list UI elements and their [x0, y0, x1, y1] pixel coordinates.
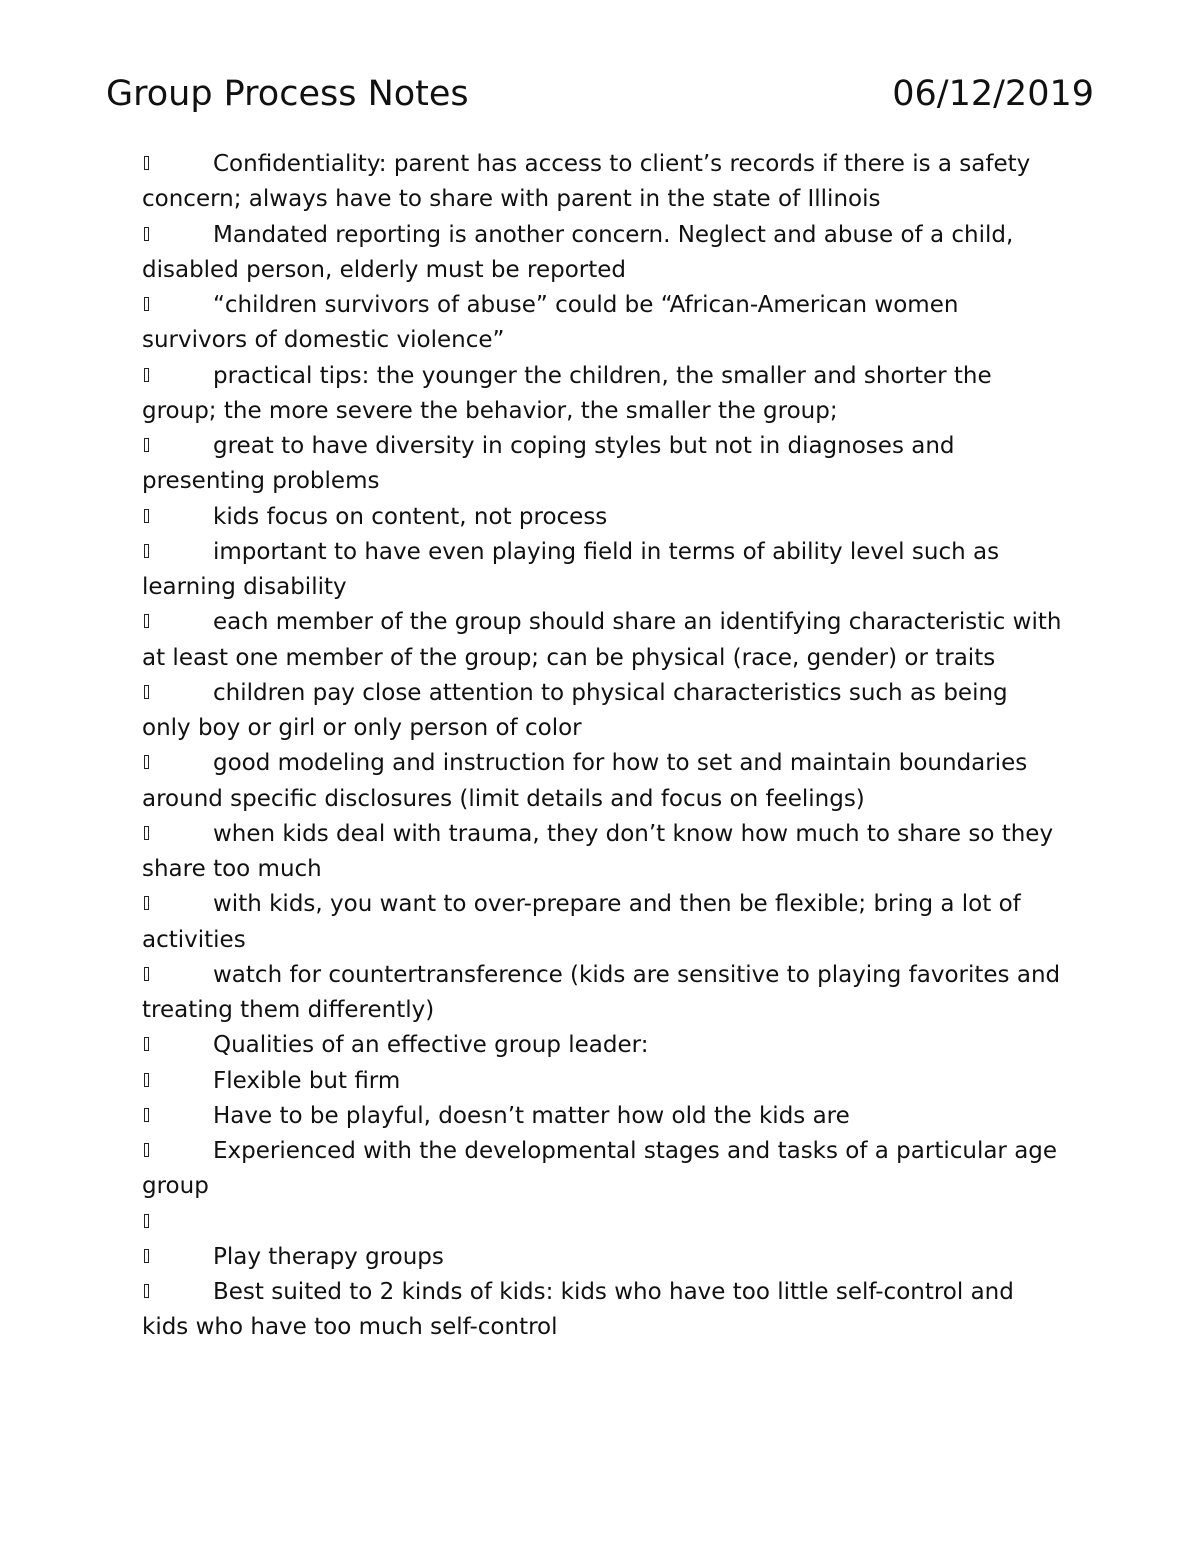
- missing-glyph-bullet-icon: [142, 746, 154, 781]
- note-item: [142, 1028, 1062, 1063]
- note-text: Confidentiality: parent has access to client’s records if there is a safety concern; always have to share with parent in the state of Illinois: [142, 151, 1031, 213]
- note-text: Have to be playful, doesn’t matter how old the kids are: [213, 1102, 850, 1129]
- note-text: each member of the group should share an identifying characteristic with at least one member of the group; can be physical (race, gender) or traits: [142, 609, 1062, 671]
- note-text: good modeling and instruction for how to set and maintain boundaries around specific disclosures (limit details and focus on feelings): [142, 750, 1028, 812]
- note-item: [142, 147, 1062, 218]
- note-text: Flexible but firm: [213, 1067, 401, 1094]
- missing-glyph-bullet-icon: [142, 817, 154, 852]
- note-text: children pay close attention to physical characteristics such as being only boy or girl or only person of color: [142, 679, 1008, 741]
- missing-glyph-bullet-icon: [142, 359, 154, 394]
- note-text: Best suited to 2 kinds of kids: kids who have too little self-control and kids who have too much self-control: [142, 1279, 1014, 1341]
- missing-glyph-bullet-icon: [142, 605, 154, 640]
- missing-glyph-bullet-icon: [142, 147, 154, 182]
- note-text: Experienced with the developmental stages and tasks of a particular age group: [142, 1138, 1058, 1200]
- note-item: [142, 1064, 1062, 1099]
- note-item: [142, 817, 1062, 888]
- note-text: important to have even playing field in terms of ability level such as learning disability: [142, 538, 1000, 600]
- notes-list: [142, 147, 1062, 1346]
- page-date: 06/12/2019: [892, 74, 1094, 114]
- missing-glyph-bullet-icon: [142, 429, 154, 464]
- note-item: [142, 429, 1062, 500]
- note-item-empty: [142, 1205, 1062, 1240]
- missing-glyph-bullet-icon: [142, 535, 154, 570]
- missing-glyph-bullet-icon: [142, 1205, 154, 1240]
- missing-glyph-bullet-icon: [142, 887, 154, 922]
- missing-glyph-bullet-icon: [142, 1240, 154, 1275]
- note-item: [142, 218, 1062, 289]
- note-item: [142, 1134, 1062, 1205]
- missing-glyph-bullet-icon: [142, 1028, 154, 1063]
- note-text: with kids, you want to over-prepare and then be flexible; bring a lot of activities: [142, 891, 1021, 953]
- note-text: Play therapy groups: [213, 1243, 444, 1270]
- note-item: [142, 1099, 1062, 1134]
- missing-glyph-bullet-icon: [142, 676, 154, 711]
- note-item: [142, 1240, 1062, 1275]
- note-item: [142, 535, 1062, 606]
- missing-glyph-bullet-icon: [142, 218, 154, 253]
- note-item: [142, 958, 1062, 1029]
- note-item: [142, 288, 1062, 359]
- page-header: [106, 70, 1094, 120]
- note-item: [142, 676, 1062, 747]
- note-text: Qualities of an effective group leader:: [213, 1032, 649, 1059]
- missing-glyph-bullet-icon: [142, 500, 154, 535]
- note-text: Mandated reporting is another concern. Neglect and abuse of a child, disabled person, elderly must be reported: [142, 221, 1014, 283]
- note-item: [142, 887, 1062, 958]
- note-text: practical tips: the younger the children, the smaller and shorter the group; the more severe the behavior, the smaller the group;: [142, 362, 992, 424]
- note-text: “children survivors of abuse” could be “African-American women survivors of domestic violence”: [142, 292, 959, 354]
- missing-glyph-bullet-icon: [142, 1275, 154, 1310]
- missing-glyph-bullet-icon: [142, 288, 154, 323]
- note-item: [142, 746, 1062, 817]
- note-item: [142, 500, 1062, 535]
- missing-glyph-bullet-icon: [142, 1134, 154, 1169]
- note-text: when kids deal with trauma, they don’t know how much to share so they share too much: [142, 820, 1054, 882]
- missing-glyph-bullet-icon: [142, 1099, 154, 1134]
- note-text: great to have diversity in coping styles but not in diagnoses and presenting problems: [142, 433, 955, 495]
- missing-glyph-bullet-icon: [142, 1064, 154, 1099]
- note-item: [142, 359, 1062, 430]
- note-text: kids focus on content, not process: [213, 503, 608, 530]
- note-item: [142, 605, 1062, 676]
- page-title: Group Process Notes: [106, 74, 469, 114]
- note-item: [142, 1275, 1062, 1346]
- note-text: watch for countertransference (kids are sensitive to playing favorites and treating them differently): [142, 961, 1061, 1023]
- missing-glyph-bullet-icon: [142, 958, 154, 993]
